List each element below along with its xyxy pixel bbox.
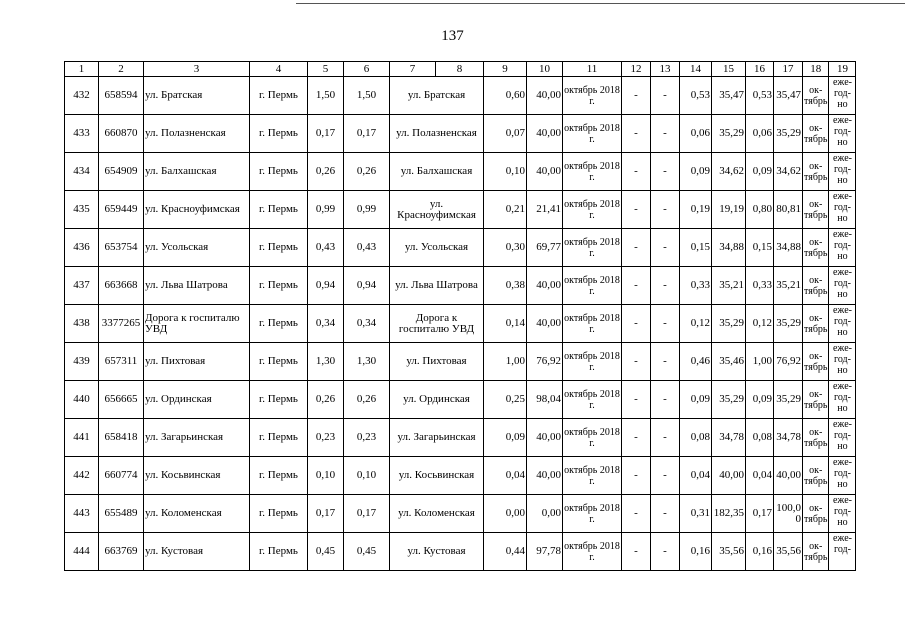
frequency-cell: еже-год- (829, 533, 856, 571)
length-cell: 0,23 (344, 419, 390, 457)
value-cell: 1,00 (746, 343, 774, 381)
dash-cell: - (651, 191, 680, 229)
value-cell: 35,29 (774, 115, 803, 153)
percent-cell: 69,77 (527, 229, 563, 267)
length-cell: 1,30 (308, 343, 344, 381)
value-cell: 0,12 (746, 305, 774, 343)
date-cell: октябрь 2018 г. (563, 343, 622, 381)
value-cell: 34,88 (774, 229, 803, 267)
road-code-cell: 663769 (99, 533, 144, 571)
length-cell: 0,23 (308, 419, 344, 457)
table-row (65, 533, 856, 571)
street-name-cell: ул. Загарьинская (144, 419, 250, 457)
length-cell: 1,50 (344, 77, 390, 115)
road-code-cell: 658594 (99, 77, 144, 115)
street-name-cell: ул. Красноуфимская (144, 191, 250, 229)
length-cell: 0,10 (344, 457, 390, 495)
street-name-cell: ул. Косьвинская (144, 457, 250, 495)
value-cell: 0,80 (746, 191, 774, 229)
month-cell: ок-тябрь (803, 153, 829, 191)
value-cell: 19,19 (712, 191, 746, 229)
road-code-cell: 654909 (99, 153, 144, 191)
header-cell: 7 (390, 62, 436, 77)
value-cell: 0,33 (680, 267, 712, 305)
value-cell: 34,62 (712, 153, 746, 191)
length-cell: 0,94 (344, 267, 390, 305)
date-cell: октябрь 2018 г. (563, 533, 622, 571)
street-name-cell: ул. Кустовая (144, 533, 250, 571)
dash-cell: - (622, 191, 651, 229)
dash-cell: - (622, 419, 651, 457)
row-number-cell: 441 (65, 419, 99, 457)
frequency-cell: еже-год-но (829, 419, 856, 457)
header-cell: 15 (712, 62, 746, 77)
value-cell: 0,31 (680, 495, 712, 533)
table-row (65, 191, 856, 229)
dash-cell: - (622, 115, 651, 153)
value-cell: 0,09 (680, 153, 712, 191)
header-cell: 3 (144, 62, 250, 77)
dash-cell: - (651, 153, 680, 191)
dash-cell: - (651, 457, 680, 495)
street-name-cell: ул. Полазненская (144, 115, 250, 153)
road-code-cell: 655489 (99, 495, 144, 533)
dash-cell: - (651, 267, 680, 305)
length-cell: 0,26 (308, 153, 344, 191)
street-name-cell: ул. Ординская (144, 381, 250, 419)
length-cell: 0,99 (344, 191, 390, 229)
header-cell: 1 (65, 62, 99, 77)
header-cell: 6 (344, 62, 390, 77)
value-cell: 0,08 (746, 419, 774, 457)
road-code-cell: 660774 (99, 457, 144, 495)
header-cell: 4 (250, 62, 308, 77)
length-cell: 0,17 (308, 115, 344, 153)
section-name-cell: ул. Красноуфимская (390, 191, 484, 229)
section-name-cell: ул. Усольская (390, 229, 484, 267)
city-cell: г. Пермь (250, 153, 308, 191)
value-cell: 35,29 (774, 305, 803, 343)
table-row (65, 115, 856, 153)
length-cell: 0,99 (308, 191, 344, 229)
header-cell: 16 (746, 62, 774, 77)
percent-cell: 0,00 (527, 495, 563, 533)
value-cell: 40,00 (774, 457, 803, 495)
value-cell: 35,56 (774, 533, 803, 571)
dash-cell: - (651, 115, 680, 153)
value-cell: 0,12 (680, 305, 712, 343)
street-name-cell: ул. Коломенская (144, 495, 250, 533)
header-cell: 9 (484, 62, 527, 77)
length-cell: 0,26 (344, 381, 390, 419)
header-cell: 14 (680, 62, 712, 77)
road-code-cell: 657311 (99, 343, 144, 381)
street-name-cell: Дорога к госпиталю УВД (144, 305, 250, 343)
city-cell: г. Пермь (250, 533, 308, 571)
header-cell: 2 (99, 62, 144, 77)
top-rule (296, 3, 905, 4)
value-cell: 35,56 (712, 533, 746, 571)
frequency-cell: еже-год-но (829, 495, 856, 533)
section-name-cell: ул. Балхашская (390, 153, 484, 191)
value-cell: 0,08 (680, 419, 712, 457)
frequency-cell: еже-год-но (829, 191, 856, 229)
row-number-cell: 439 (65, 343, 99, 381)
street-name-cell: ул. Льва Шатрова (144, 267, 250, 305)
table-row (65, 457, 856, 495)
table-row (65, 495, 856, 533)
length-cell: 0,26 (344, 153, 390, 191)
date-cell: октябрь 2018 г. (563, 457, 622, 495)
table-body (65, 62, 856, 571)
row-number-cell: 437 (65, 267, 99, 305)
value-cell: 34,78 (712, 419, 746, 457)
frequency-cell: еже-год-но (829, 381, 856, 419)
value-cell: 0,17 (746, 495, 774, 533)
value-cell: 35,46 (712, 343, 746, 381)
city-cell: г. Пермь (250, 191, 308, 229)
table-row (65, 153, 856, 191)
percent-cell: 40,00 (527, 457, 563, 495)
value-cell: 0,16 (680, 533, 712, 571)
row-number-cell: 434 (65, 153, 99, 191)
row-number-cell: 436 (65, 229, 99, 267)
value-cell: 35,21 (774, 267, 803, 305)
table-row (65, 305, 856, 343)
city-cell: г. Пермь (250, 495, 308, 533)
percent-cell: 40,00 (527, 115, 563, 153)
value-cell: 0,30 (484, 229, 527, 267)
month-cell: ок-тябрь (803, 343, 829, 381)
value-cell: 40,00 (712, 457, 746, 495)
city-cell: г. Пермь (250, 77, 308, 115)
city-cell: г. Пермь (250, 343, 308, 381)
month-cell: ок-тябрь (803, 419, 829, 457)
section-name-cell: ул. Братская (390, 77, 484, 115)
value-cell: 0,46 (680, 343, 712, 381)
dash-cell: - (622, 381, 651, 419)
length-cell: 0,45 (344, 533, 390, 571)
percent-cell: 40,00 (527, 153, 563, 191)
row-number-cell: 432 (65, 77, 99, 115)
section-name-cell: Дорога к госпиталю УВД (390, 305, 484, 343)
value-cell: 0,09 (746, 381, 774, 419)
length-cell: 0,17 (344, 115, 390, 153)
month-cell: ок-тябрь (803, 457, 829, 495)
length-cell: 1,30 (344, 343, 390, 381)
value-cell: 0,10 (484, 153, 527, 191)
header-cell: 11 (563, 62, 622, 77)
dash-cell: - (651, 381, 680, 419)
section-name-cell: ул. Коломенская (390, 495, 484, 533)
month-cell: ок-тябрь (803, 267, 829, 305)
month-cell: ок-тябрь (803, 191, 829, 229)
value-cell: 0,07 (484, 115, 527, 153)
percent-cell: 40,00 (527, 305, 563, 343)
frequency-cell: еже-год-но (829, 457, 856, 495)
date-cell: октябрь 2018 г. (563, 229, 622, 267)
row-number-cell: 443 (65, 495, 99, 533)
dash-cell: - (651, 229, 680, 267)
length-cell: 0,10 (308, 457, 344, 495)
city-cell: г. Пермь (250, 419, 308, 457)
value-cell: 1,00 (484, 343, 527, 381)
frequency-cell: еже-год-но (829, 343, 856, 381)
street-name-cell: ул. Усольская (144, 229, 250, 267)
road-code-cell: 663668 (99, 267, 144, 305)
value-cell: 0,44 (484, 533, 527, 571)
row-number-cell: 433 (65, 115, 99, 153)
value-cell: 35,29 (712, 305, 746, 343)
value-cell: 0,04 (680, 457, 712, 495)
date-cell: октябрь 2018 г. (563, 115, 622, 153)
header-cell: 18 (803, 62, 829, 77)
frequency-cell: еже-год-но (829, 153, 856, 191)
value-cell: 0,19 (680, 191, 712, 229)
date-cell: октябрь 2018 г. (563, 153, 622, 191)
value-cell: 35,29 (774, 381, 803, 419)
date-cell: октябрь 2018 г. (563, 191, 622, 229)
value-cell: 35,29 (712, 381, 746, 419)
percent-cell: 40,00 (527, 419, 563, 457)
value-cell: 0,33 (746, 267, 774, 305)
length-cell: 0,94 (308, 267, 344, 305)
date-cell: октябрь 2018 г. (563, 495, 622, 533)
dash-cell: - (622, 305, 651, 343)
row-number-cell: 438 (65, 305, 99, 343)
percent-cell: 40,00 (527, 77, 563, 115)
value-cell: 34,88 (712, 229, 746, 267)
value-cell: 34,78 (774, 419, 803, 457)
value-cell: 0,16 (746, 533, 774, 571)
frequency-cell: еже-год-но (829, 305, 856, 343)
frequency-cell: еже-год-но (829, 115, 856, 153)
value-cell: 0,04 (484, 457, 527, 495)
value-cell: 182,35 (712, 495, 746, 533)
value-cell: 0,60 (484, 77, 527, 115)
street-name-cell: ул. Братская (144, 77, 250, 115)
length-cell: 0,43 (344, 229, 390, 267)
value-cell: 35,29 (712, 115, 746, 153)
dash-cell: - (622, 343, 651, 381)
header-cell: 8 (436, 62, 484, 77)
month-cell: ок-тябрь (803, 533, 829, 571)
value-cell: 76,92 (774, 343, 803, 381)
value-cell: 0,15 (680, 229, 712, 267)
table-row (65, 343, 856, 381)
value-cell: 0,15 (746, 229, 774, 267)
value-cell: 0,53 (680, 77, 712, 115)
city-cell: г. Пермь (250, 381, 308, 419)
road-code-cell: 3377265 (99, 305, 144, 343)
road-code-cell: 653754 (99, 229, 144, 267)
roads-table (64, 61, 856, 571)
length-cell: 0,26 (308, 381, 344, 419)
dash-cell: - (622, 533, 651, 571)
table-row (65, 381, 856, 419)
header-cell: 13 (651, 62, 680, 77)
city-cell: г. Пермь (250, 115, 308, 153)
length-cell: 0,34 (344, 305, 390, 343)
value-cell: 0,09 (484, 419, 527, 457)
header-cell: 5 (308, 62, 344, 77)
dash-cell: - (651, 343, 680, 381)
month-cell: ок-тябрь (803, 77, 829, 115)
section-name-cell: ул. Косьвинская (390, 457, 484, 495)
value-cell: 80,81 (774, 191, 803, 229)
dash-cell: - (651, 533, 680, 571)
section-name-cell: ул. Кустовая (390, 533, 484, 571)
length-cell: 0,45 (308, 533, 344, 571)
page-number: 137 (441, 28, 464, 44)
section-name-cell: ул. Пихтовая (390, 343, 484, 381)
row-number-cell: 442 (65, 457, 99, 495)
length-cell: 0,17 (308, 495, 344, 533)
frequency-cell: еже-год-но (829, 77, 856, 115)
dash-cell: - (622, 457, 651, 495)
date-cell: октябрь 2018 г. (563, 381, 622, 419)
table-row (65, 77, 856, 115)
city-cell: г. Пермь (250, 305, 308, 343)
month-cell: ок-тябрь (803, 381, 829, 419)
percent-cell: 40,00 (527, 267, 563, 305)
month-cell: ок-тябрь (803, 305, 829, 343)
road-code-cell: 656665 (99, 381, 144, 419)
city-cell: г. Пермь (250, 229, 308, 267)
value-cell: 100,0 0 (774, 495, 803, 533)
value-cell: 0,04 (746, 457, 774, 495)
value-cell: 0,09 (746, 153, 774, 191)
section-name-cell: ул. Ординская (390, 381, 484, 419)
length-cell: 0,34 (308, 305, 344, 343)
value-cell: 0,06 (680, 115, 712, 153)
row-number-cell: 435 (65, 191, 99, 229)
date-cell: октябрь 2018 г. (563, 267, 622, 305)
month-cell: ок-тябрь (803, 115, 829, 153)
value-cell: 0,14 (484, 305, 527, 343)
value-cell: 0,06 (746, 115, 774, 153)
street-name-cell: ул. Пихтовая (144, 343, 250, 381)
length-cell: 0,17 (344, 495, 390, 533)
month-cell: ок-тябрь (803, 229, 829, 267)
header-cell: 17 (774, 62, 803, 77)
dash-cell: - (622, 229, 651, 267)
dash-cell: - (622, 495, 651, 533)
percent-cell: 98,04 (527, 381, 563, 419)
section-name-cell: ул. Льва Шатрова (390, 267, 484, 305)
dash-cell: - (651, 305, 680, 343)
road-code-cell: 660870 (99, 115, 144, 153)
value-cell: 35,21 (712, 267, 746, 305)
month-cell: ок-тябрь (803, 495, 829, 533)
table-row (65, 229, 856, 267)
value-cell: 0,25 (484, 381, 527, 419)
header-cell: 19 (829, 62, 856, 77)
city-cell: г. Пермь (250, 457, 308, 495)
road-code-cell: 658418 (99, 419, 144, 457)
frequency-cell: еже-год-но (829, 229, 856, 267)
dash-cell: - (651, 419, 680, 457)
city-cell: г. Пермь (250, 267, 308, 305)
dash-cell: - (622, 153, 651, 191)
dash-cell: - (622, 267, 651, 305)
row-number-cell: 440 (65, 381, 99, 419)
dash-cell: - (651, 77, 680, 115)
street-name-cell: ул. Балхашская (144, 153, 250, 191)
date-cell: октябрь 2018 г. (563, 305, 622, 343)
table-row (65, 267, 856, 305)
dash-cell: - (651, 495, 680, 533)
dash-cell: - (622, 77, 651, 115)
percent-cell: 76,92 (527, 343, 563, 381)
value-cell: 0,00 (484, 495, 527, 533)
value-cell: 0,38 (484, 267, 527, 305)
table-row (65, 419, 856, 457)
row-number-cell: 444 (65, 533, 99, 571)
section-name-cell: ул. Загарьинская (390, 419, 484, 457)
value-cell: 34,62 (774, 153, 803, 191)
header-cell: 10 (527, 62, 563, 77)
value-cell: 0,09 (680, 381, 712, 419)
frequency-cell: еже-год-но (829, 267, 856, 305)
value-cell: 0,21 (484, 191, 527, 229)
length-cell: 1,50 (308, 77, 344, 115)
length-cell: 0,43 (308, 229, 344, 267)
percent-cell: 97,78 (527, 533, 563, 571)
date-cell: октябрь 2018 г. (563, 419, 622, 457)
value-cell: 0,53 (746, 77, 774, 115)
percent-cell: 21,41 (527, 191, 563, 229)
value-cell: 35,47 (774, 77, 803, 115)
header-cell: 12 (622, 62, 651, 77)
road-code-cell: 659449 (99, 191, 144, 229)
section-name-cell: ул. Полазненская (390, 115, 484, 153)
value-cell: 35,47 (712, 77, 746, 115)
header-row (65, 62, 856, 77)
date-cell: октябрь 2018 г. (563, 77, 622, 115)
